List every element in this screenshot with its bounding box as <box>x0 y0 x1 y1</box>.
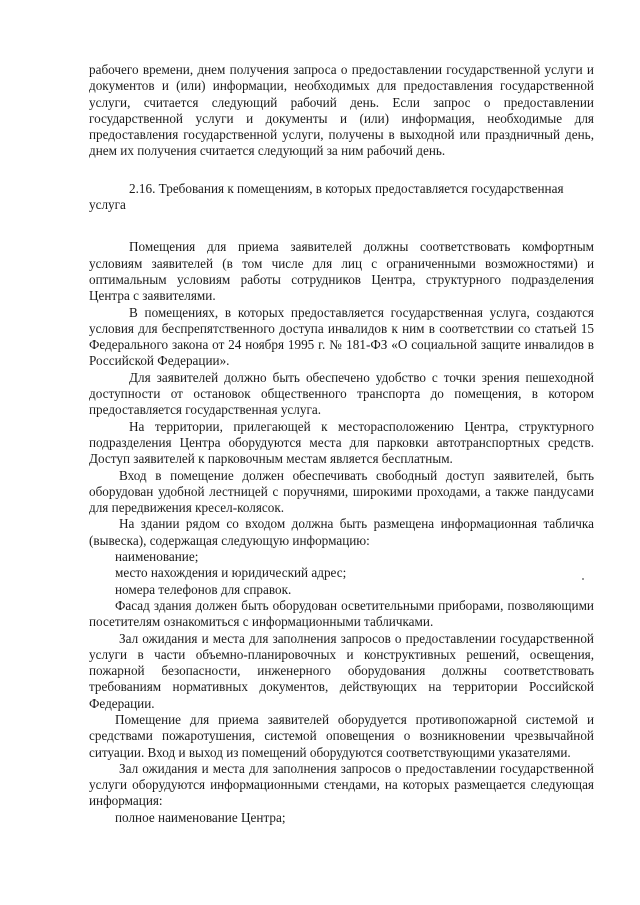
scan-speck <box>582 578 584 580</box>
list-item: наименование; <box>115 549 199 565</box>
section-heading: 2.16. Требования к помещениям, в которых предоставляется государственная услуга <box>89 180 564 213</box>
paragraph-entrance: Вход в помещение должен обеспечивать свободный доступ заявителей, быть оборудован удобной лестницей с поручнями, широкими проходами, а также пандусами для передвижения кресел-колясок. <box>89 467 594 516</box>
list-item: полное наименование Центра; <box>115 809 286 825</box>
list-item: место нахождения и юридический адрес; <box>115 565 347 581</box>
continuation-paragraph: рабочего времени, днем получения запроса о предоставлении государственной услуги и документов и (или) информации, необходимых для предоставления государственной услуги, считается следующий рабочий день. Если запрос о предоставлении государственной услуги и документы и (или) информация, необходимые для предоставления государственной услуги, получены в выходной или праздничный день, днем их получения считается следующий за ним рабочий день. <box>89 62 594 159</box>
paragraph-info-stands: Зал ожидания и места для заполнения запросов о предоставлении государственной услуги оборудуются информационными стендами, на которых размещается следующая информация: <box>89 760 594 809</box>
paragraph-parking: На территории, прилегающей к месторасположению Центра, структурного подразделения Центра оборудуются места для парковки автотранспортных средств. Доступ заявителей к парковочным местам является бесплатным. <box>89 418 594 467</box>
paragraph-disabled-access: В помещениях, в которых предоставляется государственная услуга, создаются условия для беспрепятственного доступа инвалидов к ним в соответствии со статьей 15 Федерального закона от 24 ноября 1995 г. № 181-ФЗ «О социальной защите инвалидов в Российской Федерации». <box>89 304 594 369</box>
list-item: номера телефонов для справок. <box>115 581 292 597</box>
paragraph-facade-lighting: Фасад здания должен быть оборудован осветительными приборами, позволяющими посетителям ознакомиться с информационными табличками. <box>89 597 594 630</box>
paragraph-pedestrian-access: Для заявителей должно быть обеспечено удобство с точки зрения пешеходной доступности от остановок общественного транспорта до помещения, в котором предоставляется государственная услуга. <box>89 369 594 418</box>
paragraph-waiting-hall: Зал ожидания и места для заполнения запросов о предоставлении государственной услуги в части объемно-планировочных и конструктивных решений, освещения, пожарной безопасности, инженерного оборудования должны соответствовать требованиям нормативных документов, действующих на территории Российской Федерации. <box>89 630 594 711</box>
paragraph-premises-requirements: Помещения для приема заявителей должны соответствовать комфортным условиям заявителей (в том числе для лиц с ограниченными возможностями) и оптимальным условиям работы сотрудников Центра, структурного подразделения Центра с заявителями. <box>89 239 594 304</box>
document-page <box>89 62 594 826</box>
paragraph-fire-safety: Помещение для приема заявителей оборудуется противопожарной системой и средствами пожаротушения, системой оповещения о возникновении чрезвычайной ситуации. Вход и выход из помещений оборудуются соответствующими указателями. <box>89 711 594 760</box>
paragraph-signboard: На здании рядом со входом должна быть размещена информационная табличка (вывеска), содержащая следующую информацию: <box>89 516 594 548</box>
